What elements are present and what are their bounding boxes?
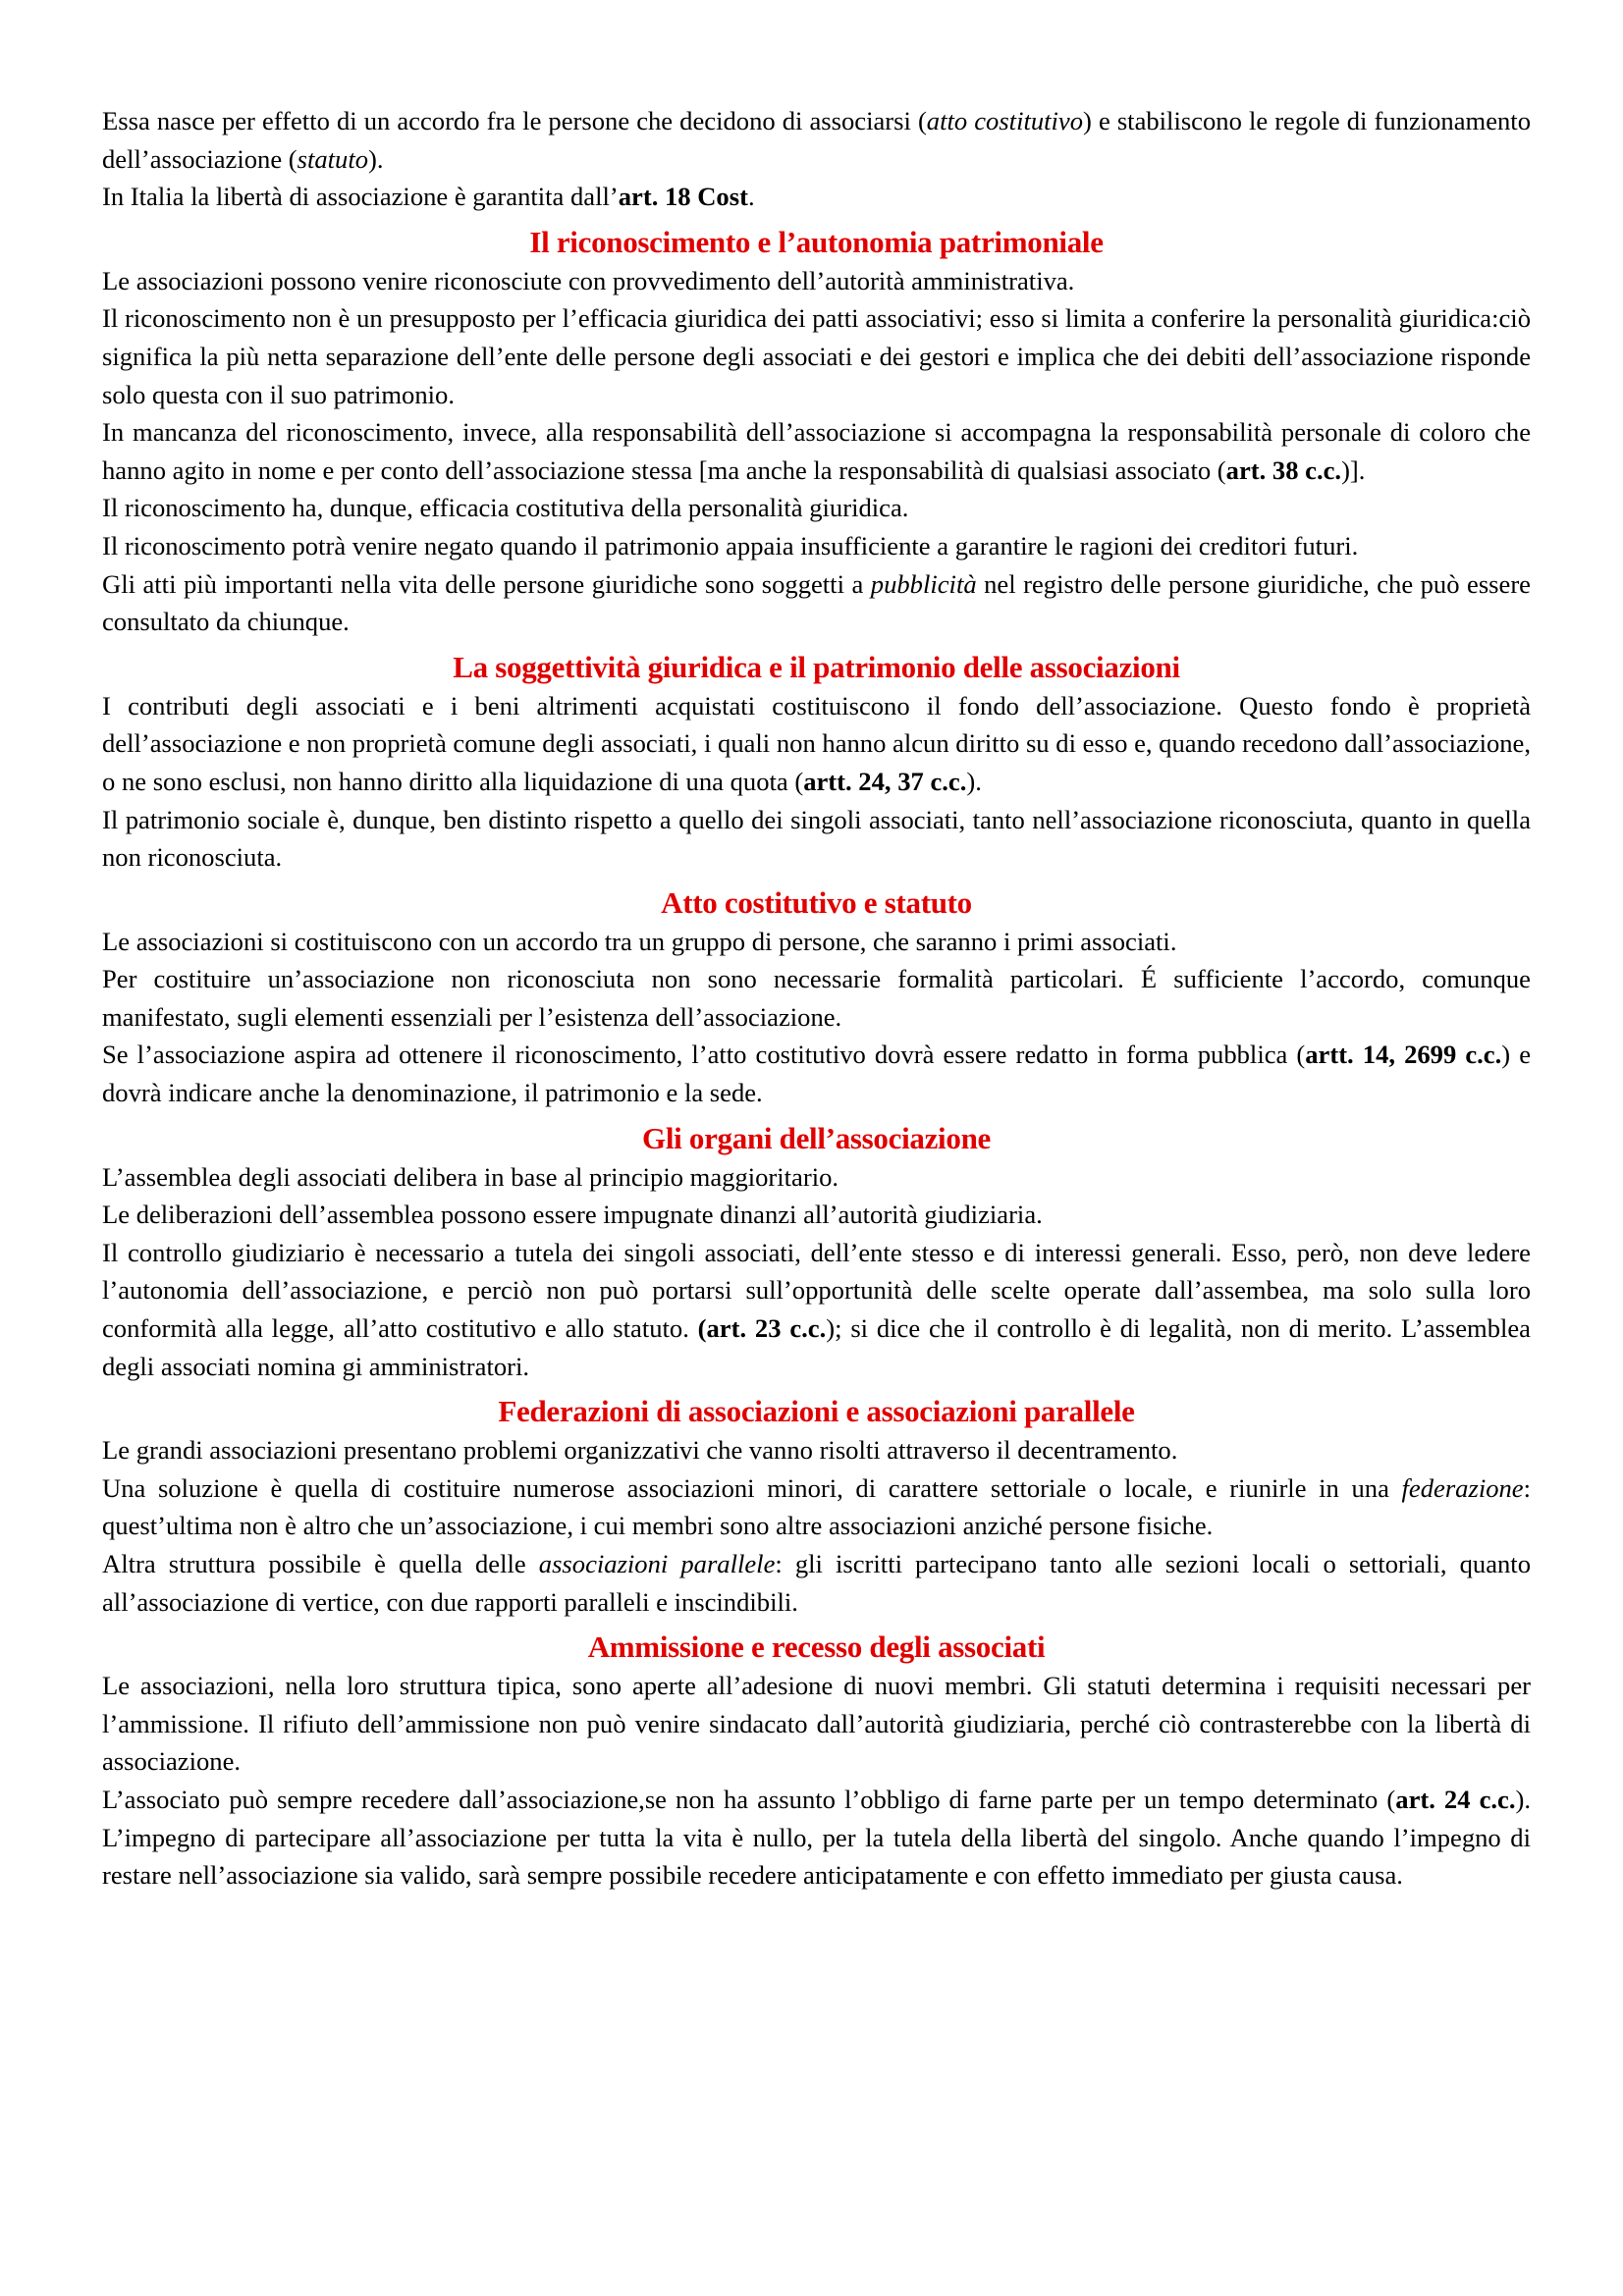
text-run: In mancanza del riconoscimento, invece, alla responsabilità dell’associazione si accompagna la responsabilità personale di coloro che hanno agito in nome e per conto dell’associazione stessa [ma anche la responsabilità di qualsiasi associato ( <box>102 417 1531 485</box>
text-run: Se l’associazione aspira ad ottenere il riconoscimento, l’atto costitutivo dovrà essere redatto in forma pubblica ( <box>102 1040 1306 1070</box>
section-paragraph <box>102 960 1531 1036</box>
section <box>102 1392 1531 1621</box>
text-run: ). L’impegno di partecipare all’associazione per tutta la vita è nullo, per la tutela della libertà del singolo. Anche quando l’impegno di restare nell’associazione sia valido, sarà sempre possibile recedere anticipatamente e con effetto immediato per giusta causa. <box>102 1784 1531 1891</box>
section-heading: Il riconoscimento e l’autonomia patrimoniale <box>529 224 1104 259</box>
text-run: L’assemblea degli associati delibera in base al principio maggioritario. <box>102 1161 839 1192</box>
section <box>102 223 1531 641</box>
section-paragraph <box>102 1158 1531 1197</box>
text-run: Il riconoscimento ha, dunque, efficacia costitutiva della personalità giuridica. <box>102 493 909 523</box>
intro-paragraph <box>102 178 1531 216</box>
section <box>102 883 1531 1112</box>
law-reference: artt. 24, 37 c.c. <box>803 766 967 796</box>
section <box>102 1119 1531 1386</box>
text-run: Il riconoscimento non è un presupposto per l’efficacia giuridica dei patti associativi; esso si limita a conferire la personalità giuridica:ciò significa la più netta separazione dell’ente delle persone degli associati e dei gestori e implica che dei debiti dell’associazione risponde solo questa con il suo patrimonio. <box>102 303 1531 409</box>
section-heading: Ammissione e recesso degli associati <box>587 1629 1046 1665</box>
text-run: Il riconoscimento potrà venire negato quando il patrimonio appaia insufficiente a garantire le ragioni dei creditori futuri. <box>102 530 1359 561</box>
section-paragraph <box>102 1431 1531 1469</box>
emphasized-term: federazione <box>1401 1472 1524 1503</box>
law-reference: art. 24 c.c. <box>1395 1784 1516 1814</box>
emphasized-term: associazioni parallele <box>538 1549 776 1578</box>
section-paragraph <box>102 1036 1531 1111</box>
text-run: ) e stabiliscono le regole di funzionamento dell’associazione ( <box>102 106 1531 174</box>
section-paragraph <box>102 1469 1531 1545</box>
section-paragraph <box>102 1234 1531 1385</box>
law-reference: art. 38 c.c. <box>1225 454 1342 485</box>
section-paragraph <box>102 1781 1531 1895</box>
text-run: : gli iscritti partecipano tanto alle sezioni locali o settoriali, quanto all’associazione di vertice, con due rapporti paralleli e inscindibili. <box>102 1549 1531 1617</box>
text-run: nel registro delle persone giuridiche, che può essere consultato da chiunque. <box>102 568 1531 637</box>
text-run: Il patrimonio sociale è, dunque, ben distinto rispetto a quello dei singoli associati, tanto nell’associazione riconosciuta, quanto in quella non riconosciuta. <box>102 804 1531 873</box>
section-paragraph <box>102 489 1531 527</box>
intro-block <box>102 102 1531 216</box>
section-heading: La soggettività giuridica e il patrimonio delle associazioni <box>453 649 1180 684</box>
text-run: . <box>747 182 755 212</box>
section <box>102 648 1531 877</box>
intro-paragraph <box>102 102 1531 178</box>
text-run: Le associazioni si costituiscono con un accordo tra un gruppo di persone, che saranno i primi associati. <box>102 926 1177 956</box>
text-run: Essa nasce per effetto di un accordo fra le persone che decidono di associarsi ( <box>102 106 927 135</box>
section-paragraph <box>102 923 1531 961</box>
text-run: L’associato può sempre recedere dall’associazione,se non ha assunto l’obbligo di farne parte per un tempo determinato ( <box>102 1784 1396 1814</box>
document-page <box>102 102 1531 1895</box>
text-run: Le associazioni, nella loro struttura tipica, sono aperte all’adesione di nuovi membri. Gli statuti determina i requisiti necessari per l’ammissione. Il rifiuto dell’ammissione non può venire sindacato dall’autorità giudiziaria, perché ciò contrasterebbe con la libertà di associazione. <box>102 1671 1531 1777</box>
text-run: Le grandi associazioni presentano problemi organizzativi che vanno risolti attraverso il decentramento. <box>102 1435 1178 1466</box>
text-run: ) e dovrà indicare anche la denominazione, il patrimonio e la sede. <box>102 1040 1531 1108</box>
text-run: Le associazioni possono venire riconosciute con provvedimento dell’autorità amministrativa. <box>102 265 1075 295</box>
text-run: ). <box>966 766 982 796</box>
law-reference: (art. 23 c.c. <box>697 1313 827 1344</box>
section-paragraph <box>102 413 1531 489</box>
section-paragraph <box>102 801 1531 877</box>
section <box>102 1628 1531 1895</box>
text-run: Le deliberazioni dell’assemblea possono essere impugnate dinanzi all’autorità giudiziaria. <box>102 1200 1043 1230</box>
section-paragraph <box>102 687 1531 801</box>
text-run: )]. <box>1341 454 1366 485</box>
section-heading: Atto costitutivo e statuto <box>661 884 972 920</box>
section-paragraph <box>102 1545 1531 1621</box>
section-paragraph <box>102 299 1531 413</box>
text-run: Una soluzione è quella di costituire numerose associazioni minori, di carattere settoriale o locale, e riunirle in una <box>102 1472 1402 1503</box>
section-heading: Federazioni di associazioni e associazioni parallele <box>498 1394 1135 1429</box>
section-paragraph <box>102 1196 1531 1234</box>
text-run: I contributi degli associati e i beni altrimenti acquistati costituiscono il fondo dell’associazione. Questo fondo è proprietà dell’associazione e non proprietà comune degli associati, i quali non hanno alcun diritto su di esso e, quando recedono dall’associazione, o ne sono esclusi, non hanno diritto alla liquidazione di una quota ( <box>102 690 1531 796</box>
text-run: ). <box>368 143 384 174</box>
text-run: Gli atti più importanti nella vita delle persone giuridiche sono soggetti a <box>102 568 871 599</box>
text-run: Per costituire un’associazione non riconosciuta non sono necessarie formalità particolari. É sufficiente l’accordo, comunque manifestato, sugli elementi essenziali per l’esistenza dell’associazione. <box>102 964 1531 1032</box>
section-paragraph <box>102 262 1531 300</box>
law-reference: artt. 14, 2699 c.c. <box>1305 1040 1502 1070</box>
law-reference: art. 18 Cost <box>618 182 748 212</box>
text-run: Altra struttura possibile è quella delle <box>102 1549 539 1578</box>
section-paragraph <box>102 565 1531 641</box>
text-run: ); <box>826 1313 842 1344</box>
text-run: Il controllo giudiziario è necessario a tutela dei singoli associati, dell’ente stesso e di interessi generali. Esso, però, non deve ledere l’autonomia dell’associazione, e perciò non può portarsi sull’opportunità delle scelte operate dall’assembea, ma solo sulla loro conformità alla legge, all’atto costitutivo e allo statuto. <box>102 1237 1531 1344</box>
emphasized-term: statuto <box>297 143 369 174</box>
section-paragraph <box>102 527 1531 565</box>
emphasized-term: atto costitutivo <box>926 106 1084 135</box>
text-run: In Italia la libertà di associazione è garantita dall’ <box>102 182 619 212</box>
section-paragraph <box>102 1667 1531 1781</box>
text-run: si dice che il controllo è di legalità, non di merito. L’assemblea degli associati nomina gi amministratori. <box>102 1313 1531 1381</box>
section-heading: Gli organi dell’associazione <box>642 1120 991 1155</box>
text-run: : quest’ultima non è altro che un’associazione, i cui membri sono altre associazioni anziché persone fisiche. <box>102 1472 1531 1541</box>
emphasized-term: pubblicità <box>870 568 977 599</box>
